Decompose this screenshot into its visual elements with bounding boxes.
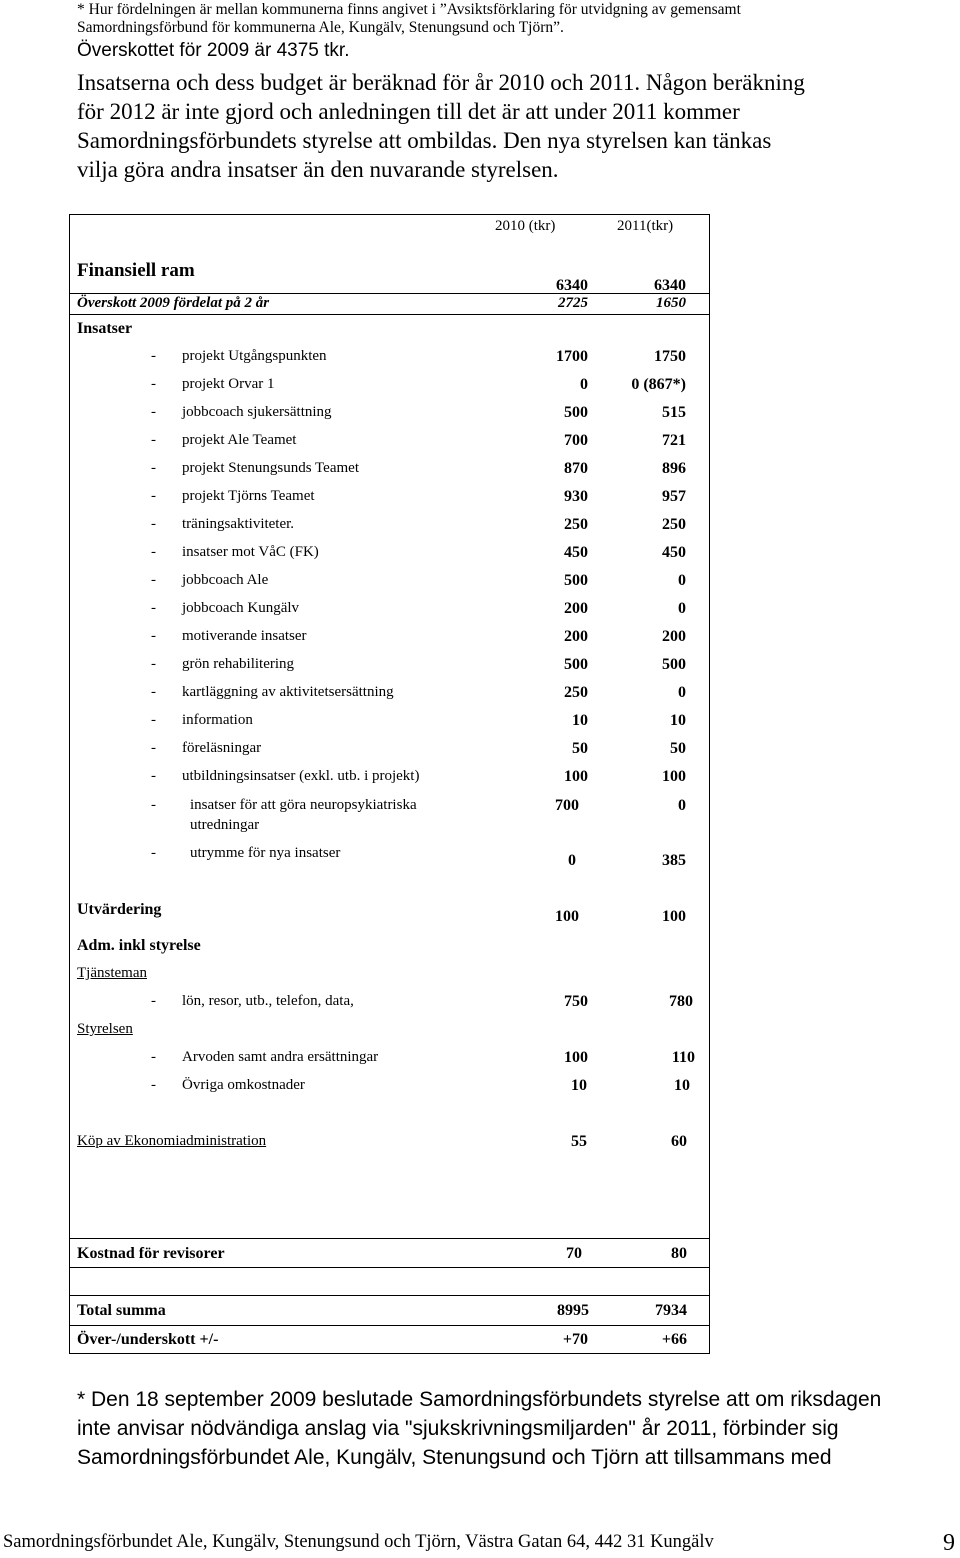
footnote-line-3: Samordningsförbundet Ale, Kungälv, Stenungsund och Tjörn att tillsammans med	[77, 1446, 832, 1469]
item-value-2010: 0	[568, 852, 576, 869]
insatser-heading: Insatser	[77, 320, 133, 337]
ovriga-label: Övriga omkostnader	[182, 1077, 305, 1093]
arvoden-label: Arvoden samt andra ersättningar	[182, 1049, 379, 1065]
total-2011: 7934	[655, 1302, 687, 1319]
col-header-2010: 2010 (tkr)	[495, 218, 556, 234]
item-value-2011: 515	[662, 404, 686, 421]
item-value-2010: 100	[564, 768, 588, 785]
item-dash: -	[151, 684, 156, 700]
diff-2011: +66	[661, 1331, 687, 1348]
table-border-right	[709, 214, 710, 1354]
item-dash: -	[151, 544, 156, 560]
item-value-2010: 500	[564, 656, 588, 673]
item-value-2010: 930	[564, 488, 588, 505]
item-value-2010: 250	[564, 684, 588, 701]
lon-label: lön, resor, utb., telefon, data,	[182, 993, 354, 1009]
item-dash: -	[151, 432, 156, 448]
item-label-neuro-line-1: insatser för att göra neuropsykiatriska	[190, 797, 417, 813]
item-label: utbildningsinsatser (exkl. utb. i projekt)	[182, 768, 420, 784]
total-label: Total summa	[77, 1302, 166, 1319]
item-value-2011: 721	[662, 432, 686, 449]
ovriga-2011: 10	[674, 1077, 690, 1094]
table-border-bottom	[69, 1353, 710, 1354]
item-value-2010: 450	[564, 544, 588, 561]
col-header-2011: 2011(tkr)	[617, 218, 674, 234]
row-divider	[69, 314, 710, 315]
footnote-line-2: inte anvisar nödvändiga anslag via "sjukskrivningsmiljarden" år 2011, förbinder sig	[77, 1417, 839, 1440]
item-label: projekt Ale Teamet	[182, 432, 297, 448]
item-dash: -	[151, 628, 156, 644]
item-value-2010: 0	[580, 376, 588, 393]
footnote-line-1: * Den 18 september 2009 beslutade Samordningsförbundets styrelse att om riksdagen	[77, 1388, 882, 1411]
item-dash: -	[151, 656, 156, 672]
item-label: jobbcoach sjukersättning	[182, 404, 332, 420]
overskott-2010: 2725	[558, 295, 588, 311]
item-dash: -	[151, 572, 156, 588]
intro-line-3: Samordningsförbundets styrelse att ombildas. Den nya styrelsen kan tänkas	[77, 128, 772, 153]
row-divider	[69, 1238, 710, 1239]
item-dash: -	[151, 768, 156, 784]
item-value-2011: 200	[662, 628, 686, 645]
diff-label: Över-/underskott +/-	[77, 1331, 219, 1348]
kop-2010: 55	[571, 1133, 587, 1150]
item-value-2010: 700	[564, 432, 588, 449]
finansiell-ram-2011: 6340	[654, 277, 686, 294]
intro-line-2: för 2012 är inte gjord och anledningen till det är att under 2011 kommer	[77, 99, 740, 124]
item-dash: -	[151, 797, 156, 813]
item-dash: -	[151, 460, 156, 476]
item-label: motiverande insatser	[182, 628, 307, 644]
item-value-2011: 385	[662, 852, 686, 869]
utvardering-2010: 100	[555, 908, 579, 925]
page-number: 9	[943, 1530, 955, 1556]
adm-label: Adm. inkl styrelse	[77, 937, 201, 954]
item-label: kartläggning av aktivitetsersättning	[182, 684, 394, 700]
item-dash: -	[151, 376, 156, 392]
item-value-2010: 870	[564, 460, 588, 477]
item-dash: -	[151, 516, 156, 532]
ovriga-2010: 10	[571, 1077, 587, 1094]
surplus-statement: Överskottet för 2009 är 4375 tkr.	[77, 40, 350, 61]
item-value-2011: 1750	[654, 348, 686, 365]
item-label: projekt Stenungsunds Teamet	[182, 460, 359, 476]
item-dash: -	[151, 712, 156, 728]
item-label-neuro-line-2: utredningar	[190, 817, 260, 833]
item-dash: -	[151, 1049, 156, 1065]
item-label: jobbcoach Ale	[182, 572, 269, 588]
item-dash: -	[151, 348, 156, 364]
kop-2011: 60	[671, 1133, 687, 1150]
item-value-2011: 957	[662, 488, 686, 505]
overskott-label: Överskott 2009 fördelat på 2 år	[77, 295, 270, 311]
lon-2011: 780	[669, 993, 693, 1010]
item-value-2010: 700	[555, 797, 579, 814]
arvoden-2010: 100	[564, 1049, 588, 1066]
revisor-label: Kostnad för revisorer	[77, 1245, 225, 1262]
item-value-2011: 0	[678, 572, 686, 589]
item-label: projekt Utgångspunkten	[182, 348, 327, 364]
item-value-2011: 50	[670, 740, 686, 757]
utvardering-2011: 100	[662, 908, 686, 925]
kop-label: Köp av Ekonomiadministration	[77, 1133, 267, 1149]
row-divider	[69, 1325, 710, 1326]
item-value-2010: 10	[572, 712, 588, 729]
item-dash: -	[151, 488, 156, 504]
item-value-2011: 450	[662, 544, 686, 561]
item-dash: -	[151, 1077, 156, 1093]
styrelsen-label: Styrelsen	[77, 1021, 133, 1037]
item-dash: -	[151, 404, 156, 420]
item-dash: -	[151, 993, 156, 1009]
item-value-2010: 500	[564, 404, 588, 421]
item-label: insatser mot VåC (FK)	[182, 544, 319, 560]
table-border-top	[69, 214, 710, 215]
finansiell-ram-label: Finansiell ram	[77, 260, 195, 281]
item-label: grön rehabilitering	[182, 656, 295, 672]
item-value-2011: 0 (867*)	[631, 376, 686, 393]
item-value-2010: 1700	[556, 348, 588, 365]
total-2010: 8995	[557, 1302, 589, 1319]
row-divider	[69, 1267, 710, 1268]
item-label-utrymme: utrymme för nya insatser	[190, 845, 341, 861]
item-value-2010: 500	[564, 572, 588, 589]
item-value-2011: 100	[662, 768, 686, 785]
item-value-2011: 0	[678, 797, 686, 814]
revisor-2010: 70	[566, 1245, 582, 1262]
item-label: jobbcoach Kungälv	[182, 600, 300, 616]
item-value-2010: 200	[564, 628, 588, 645]
item-label: projekt Tjörns Teamet	[182, 488, 315, 504]
utvardering-label: Utvärdering	[77, 901, 162, 918]
item-value-2011: 10	[670, 712, 686, 729]
header-note-line-2: Samordningsförbund för kommunerna Ale, Kungälv, Stenungsund och Tjörn”.	[77, 19, 564, 36]
table-border-left	[69, 214, 70, 1354]
item-value-2010: 200	[564, 600, 588, 617]
item-label: föreläsningar	[182, 740, 262, 756]
item-label: projekt Orvar 1	[182, 376, 275, 392]
item-label: träningsaktiviteter.	[182, 516, 295, 532]
item-dash: -	[151, 600, 156, 616]
item-dash: -	[151, 845, 156, 861]
arvoden-2011: 110	[671, 1049, 695, 1066]
item-value-2011: 0	[678, 684, 686, 701]
item-value-2010: 50	[572, 740, 588, 757]
lon-2010: 750	[564, 993, 588, 1010]
revisor-2011: 80	[671, 1245, 687, 1262]
item-value-2011: 250	[662, 516, 686, 533]
item-value-2011: 0	[678, 600, 686, 617]
item-value-2011: 500	[662, 656, 686, 673]
item-value-2011: 896	[662, 460, 686, 477]
intro-line-1: Insatserna och dess budget är beräknad för år 2010 och 2011. Någon beräkning	[77, 70, 805, 95]
item-label: information	[182, 712, 253, 728]
item-value-2010: 250	[564, 516, 588, 533]
diff-2010: +70	[562, 1331, 588, 1348]
tjansteman-label: Tjänsteman	[77, 965, 147, 981]
row-divider	[69, 1295, 710, 1296]
footer-address: Samordningsförbundet Ale, Kungälv, Stenungsund och Tjörn, Västra Gatan 64, 442 31 Kungälv	[3, 1532, 714, 1552]
finansiell-ram-2010: 6340	[556, 277, 588, 294]
header-note-line-1: * Hur fördelningen är mellan kommunerna finns angivet i ”Avsiktsförklaring för utvidgning av gemensamt	[77, 1, 741, 18]
intro-line-4: vilja göra andra insatser än den nuvarande styrelsen.	[77, 157, 559, 182]
overskott-2011: 1650	[656, 295, 686, 311]
item-dash: -	[151, 740, 156, 756]
